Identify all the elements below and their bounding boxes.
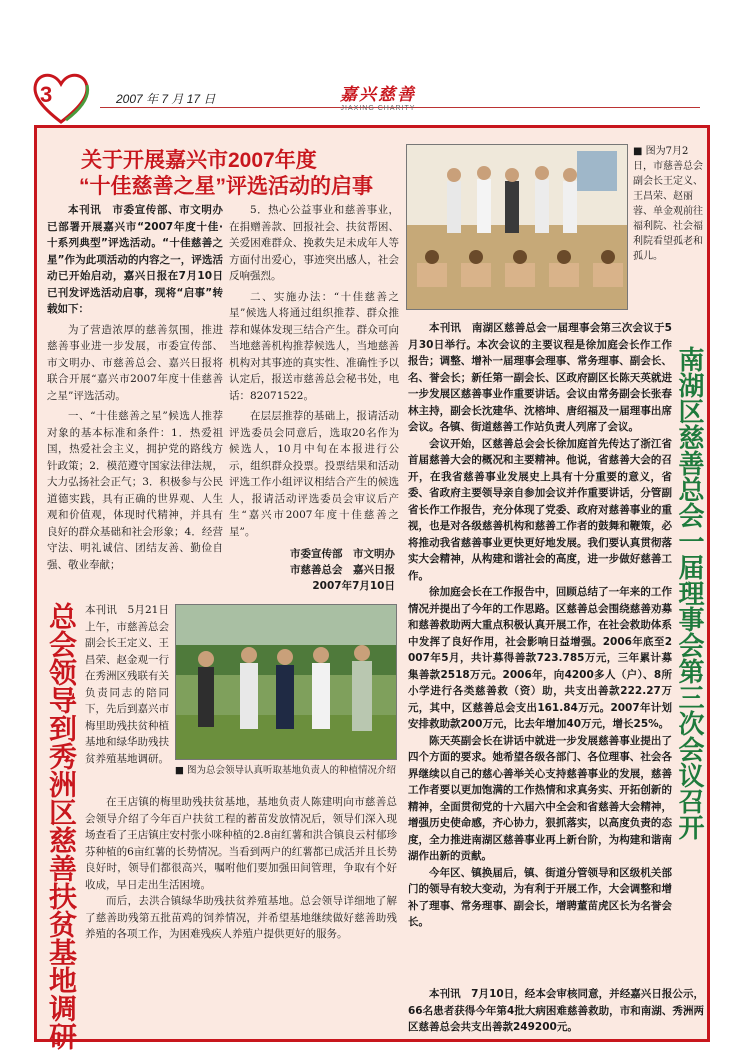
article2-main-text	[85, 794, 397, 943]
signature-line1: 市委宣传部 市文明办	[290, 548, 395, 560]
article3-para5: 今年区、镇换届后，镇、街道分管领导和区级机关部门的领导有较大变动，为有利于开展工作，大会调整和增补了理事、常务理事、副会长，增聘董苗虎区长为名誉会长。	[408, 866, 672, 928]
article1-para1: 为了营造浓厚的慈善氛围，推进慈善事业进一步发展，市委宣传部、市文明办、市慈善总会、嘉兴日报将联合开展“嘉兴市2007年度十佳慈善之星”评选活动。	[47, 323, 223, 402]
article3-vertical-title: 南湖区慈善总会一届理事会第三次会议召开	[674, 346, 704, 840]
article2-para2: 在王店镇的梅里助残扶贫基地，基地负责人陈建明向市慈善总会领导介绍了今年百户扶贫工程的蓄苗发放情况后，领导们深入现场查看了王店镇庄安村张小咪种植的2.8亩红薯和洪合镇良云村郁珍芬种植的6亩红薯的长势情况。当看到两户的红薯都已成活并且长势良好时，领导们都很高兴，嘱咐他们要加强田间管理，争取有个好收成，早日走出生活困境。	[85, 796, 397, 891]
article2-photo	[175, 604, 397, 760]
article3-para2: 会议开始，区慈善总会会长徐加庭首先传达了浙江省首届慈善大会的概况和主要精神。他说，省慈善大会的召开，在我省慈善事业发展史上具有十分重要的意义，省委、省政府主要领导亲自参加会议并作重要讲话，分管副省长作工作报告，充分体现了党委、政府对慈善事业的重视，也是对各级慈善机构和慈善工作者的鼓舞和鞭策，必将推动我省慈善事业更快更好地发展。我们要认真贯彻落实大会精神，从构建和谐社会的高度，进一步做好慈善工作。	[408, 437, 672, 582]
article3-main-text	[408, 320, 672, 931]
logo-english: JIAXING CHARITY	[340, 105, 416, 112]
signature-line2: 市慈善总会 嘉兴日报	[290, 564, 395, 576]
page-number: 3	[40, 82, 53, 107]
article1-para5: 在层层推荐的基础上，报请活动评选委员会同意后，选取20名作为候选人，10月中旬在本报进行公示，组织群众投票。投票结果和活动评选工作小组评议相结合产生的候选人，报请活动评选委员会审议后产生“嘉兴市2007年度十佳慈善之星”。	[229, 410, 399, 538]
article3-photo	[406, 144, 628, 310]
article1-signature	[229, 546, 395, 594]
article3-para1: 本刊讯 南湖区慈善总会一届理事会第三次会议于5月30日举行。本次会议的主要议程是徐加庭会长作工作报告；调整、增补一届理事会理事、常务理事、副会长、名、誉会长；新任第一副会长、区政府副区长陈天英就进一步发展区慈善事业作重要讲话。会议由常务副会长张春林主持，副会长沈建华、沈榕坤、唐绍福及一届理事出席会议。各镇、街道慈善工作站负责人列席了会议。	[408, 322, 672, 433]
article2-vertical-title: 总会领导到秀洲区慈善扶贫基地调研	[45, 602, 78, 1050]
article1-column-right	[229, 202, 399, 540]
article1-para2: 一、“十佳慈善之星”候选人推荐对象的基本标准和条件：1．热爱祖国，热爱社会主义，拥护党的路线方针政策；2．模范遵守国家法律法规，大力弘扬社会正气；3．积极参与公民道德实践，具有正确的世界观、人生观和价值观，体现时代精神，并具有良好的群众基础和社会形象；4．经营守法、明礼诚信、团结友善、勤俭自强、敬业奉献；	[47, 410, 223, 571]
article3-photo-caption: ■ 图为7月2日，市慈善总会副会长王定义、王昌荣、赵丽蓉、单金观前往福利院、社会福利院看望孤老和孤儿。	[633, 146, 703, 262]
logo-chinese: 嘉兴慈善	[340, 85, 416, 105]
content-frame	[34, 125, 710, 1050]
article1-column-left	[47, 202, 223, 573]
signature-date: 2007年7月10日	[312, 580, 395, 592]
article1-intro: 本刊讯 市委宣传部、市文明办已部署开展嘉兴市“2007年度十佳·十系列典型”评选活动。“十佳慈善之星”作为此项活动的内容之一，评选活动已开始启动，嘉兴日报在7月10日已刊发评选活动启事，现将“启事”转载如下：	[47, 204, 223, 315]
article1-title-line1: 关于开展嘉兴市2007年度	[81, 149, 317, 172]
article4-text: 本刊讯 7月10日，经本会审核同意，并经嘉兴日报公示，66名患者获得今年第4批大病困难慈善救助，市和南湖、秀洲两区慈善总会共支出善款249200元。	[408, 988, 704, 1033]
field-visit-photo-icon	[176, 605, 397, 760]
article1-title-line2: “十佳慈善之星”评选活动的启事	[79, 175, 373, 198]
article2-photo-caption: ■ 图为总会领导认真听取基地负责人的种植情况介绍	[175, 765, 396, 776]
article3-para3: 徐加庭会长在工作报告中，回顾总结了一年来的工作情况并提出了今年的工作思路。区慈善总会围绕慈善劝募和慈善救助两大重点积极认真开展工作，在社会救助体系中发挥了良好作用，社会影响日益增强。2006年底至2007年5月，共计募得善款723.785万元，三年累计募集善款2518万元。2006年，向4200多人（户）、8所小学进行各类慈善救（资）助，共支出善款222.27万元，其中，区慈善总会支出161.84万元。2007年计划安排救助款200万元，比去年增加40万元，增长25%。	[408, 586, 672, 730]
masthead-logo	[333, 80, 423, 112]
article3-para4: 陈天英副会长在讲话中就进一步发展慈善事业提出了四个方面的要求。她希望各级各部门、各位理事、社会各界继续以自己的慈心善举关心支持慈善事业的发展，慈善工作者要以更加饱满的工作热情和求真务实、开拓创新的精神，全面贯彻党的十六届六中全会和省慈善大会精神，增强历史使命感，齐心协力，狠抓落实，以高度负责的态度，全力推进南湖区慈善事业再上新台阶，为构建和谐南湖作出新的贡献。	[408, 734, 672, 862]
welfare-home-photo-icon	[407, 145, 628, 310]
article1-para3: 5．热心公益事业和慈善事业，在捐赠善款、回报社会、扶贫帮困、关爱困难群众、挽救失足未成年人等方面付出爱心，事迹突出感人，社会反响强烈。	[229, 204, 399, 282]
page-header	[0, 0, 744, 120]
issue-date: 2007 年 7 月 17 日	[116, 92, 216, 106]
article2-para3: 而后，去洪合镇绿华助残扶贫养殖基地。总会领导详细地了解了慈善助残第五批苗鸡的饲养情况，并希望基地继续做好慈善助残养殖的各项工作，为困难残疾人养殖户提供更好的服务。	[85, 895, 397, 940]
article1-para4: 二、实施办法：“十佳慈善之星”候选人将通过组织推荐、群众推荐和媒体发现三结合产生。群众可向当地慈善机构推荐候选人，当地慈善机构对其事迹的真实性、准确性予以认定后，报送市慈善总会秘书处，电话：82071522。	[229, 290, 399, 402]
article2-para1: 本刊讯 5月21日上午，市慈善总会副会长王定义、王昌荣、赵金观一行在秀洲区残联有关负责同志的陪同下，先后到嘉兴市梅里助残扶贫种植基地和绿华助残扶贫养殖基地调研。	[85, 604, 169, 765]
